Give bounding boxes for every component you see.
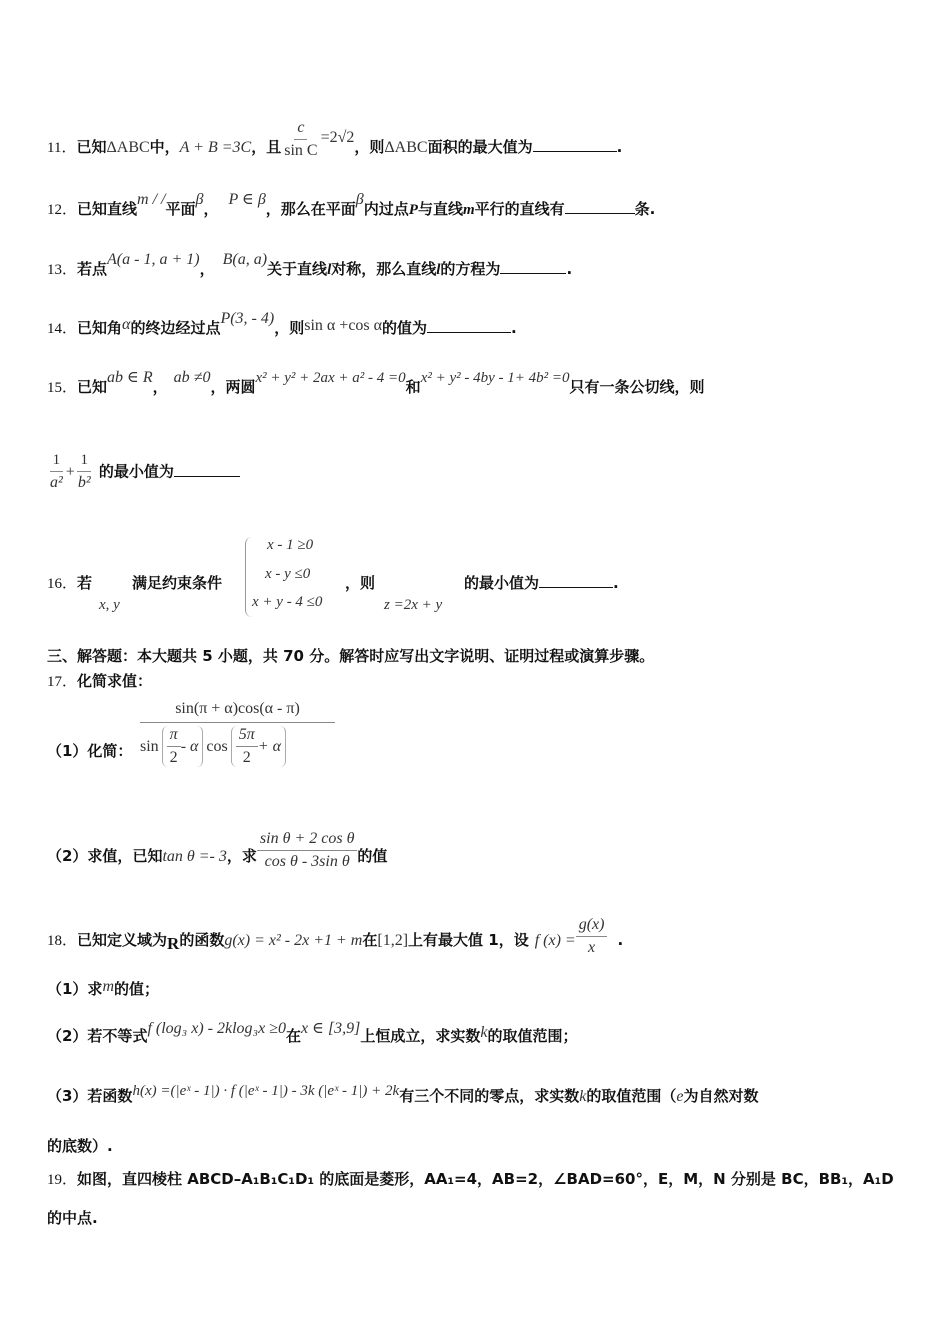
text: 上恒成立，求实数 xyxy=(360,1027,481,1045)
real-numbers-symbol: R xyxy=(167,934,180,953)
text: 平面 xyxy=(165,200,196,218)
text: 的值 xyxy=(357,847,388,865)
denominator: 2 xyxy=(169,749,178,766)
question-13 xyxy=(47,251,573,279)
answer-blank xyxy=(500,259,566,274)
fraction xyxy=(576,916,608,957)
text: （2）若不等式 xyxy=(47,1027,148,1045)
math-variable: l xyxy=(327,262,332,278)
numerator: c xyxy=(294,119,307,140)
math-variable: l xyxy=(436,262,441,278)
period: . xyxy=(511,319,517,337)
sin: sin xyxy=(140,737,159,755)
text: 的函数 xyxy=(179,931,225,949)
numerator: 1 xyxy=(77,452,91,472)
denominator: 2 xyxy=(242,749,251,766)
paren-group xyxy=(162,726,204,767)
text: 的值； xyxy=(114,980,160,998)
question-17-part-1-fraction xyxy=(140,700,335,767)
text: 的取值范围（ xyxy=(586,1087,677,1105)
text: ， xyxy=(199,260,215,278)
numerator: 1 xyxy=(50,452,64,472)
text: 在 xyxy=(285,1027,301,1045)
math-expression: P(3, - 4) xyxy=(220,310,275,327)
period: . xyxy=(613,574,619,592)
question-17-title xyxy=(47,670,152,691)
numerator: π xyxy=(167,726,181,747)
question-18 xyxy=(47,916,624,961)
text: 平行的直线有 xyxy=(474,200,565,218)
math-variable: m xyxy=(462,202,475,218)
math-expression: α xyxy=(122,316,131,333)
period: . xyxy=(566,260,573,278)
fraction xyxy=(167,726,181,767)
math-expression: ab ∈ R xyxy=(107,369,153,386)
text: 若点 xyxy=(77,260,108,278)
text: 的取值范围； xyxy=(487,1027,578,1045)
text: 为自然对数 xyxy=(683,1087,759,1105)
math-expression: tan θ =- 3 xyxy=(162,848,227,865)
math-expression: ab ≠0 xyxy=(173,369,211,386)
text: ，则 xyxy=(354,138,385,156)
numerator: sin θ + 2 cos θ xyxy=(257,830,358,851)
question-18-part-3-continued: 的底数）. xyxy=(47,1137,113,1155)
answer-blank xyxy=(539,573,613,588)
math-variable: e xyxy=(676,1088,684,1105)
numerator: 5π xyxy=(236,726,258,747)
text: 面积的最大值为 xyxy=(427,138,533,156)
constraint-3: x + y - 4 ≤0 xyxy=(252,594,323,610)
fraction xyxy=(75,452,94,492)
question-18-part-1 xyxy=(47,978,159,999)
fraction xyxy=(281,119,320,160)
question-17-part-2 xyxy=(47,830,388,877)
math-circle-1: x² + y² + 2ax + a² - 4 =0 xyxy=(255,370,406,386)
question-15 xyxy=(47,369,705,397)
math-variable: m xyxy=(102,978,114,995)
text: 的方程为 xyxy=(440,260,501,278)
answer-blank xyxy=(533,137,617,152)
numerator: g(x) xyxy=(576,916,608,937)
question-number: 13． xyxy=(47,262,78,278)
text: 只有一条公切线，则 xyxy=(569,378,705,396)
text: 的最小值为 xyxy=(98,462,174,481)
question-19-continued: 的中点. xyxy=(47,1209,98,1227)
math-expression: =2√2 xyxy=(320,129,355,146)
math-expression: h(x) =(|eˣ - 1|) · f (|eˣ - 1|) - 3k (|eˣ - 1|) + 2k xyxy=(132,1083,400,1099)
answer-blank xyxy=(174,462,240,477)
question-11 xyxy=(47,119,623,168)
math-variables: x, y xyxy=(99,597,120,613)
question-number: 12． xyxy=(47,202,78,218)
text: 的最小值为 xyxy=(464,574,540,592)
math-expression: x ∈ [3,9] xyxy=(301,1020,361,1037)
question-16-tail xyxy=(464,572,619,593)
text: ，那么在平面 xyxy=(265,200,356,218)
text: ， xyxy=(152,378,168,396)
denominator: x xyxy=(588,939,596,956)
math-expression: β xyxy=(195,191,204,208)
question-number: 17． xyxy=(47,674,78,690)
text: 化简求值： xyxy=(77,672,153,690)
question-14 xyxy=(47,310,517,338)
question-number: 11． xyxy=(47,140,77,156)
math-interval: [1,2] xyxy=(377,932,409,949)
text: 与直线 xyxy=(417,200,463,218)
text: 关于直线 xyxy=(267,260,328,278)
numerator: sin(π + α)cos(α - π) xyxy=(140,700,335,723)
text: 已知直线 xyxy=(77,200,138,218)
answer-blank xyxy=(565,199,635,214)
text: + α xyxy=(257,737,281,755)
question-number: 18． xyxy=(47,933,78,949)
objective-function: z =2x + y xyxy=(384,597,443,613)
denominator: b² xyxy=(77,474,91,491)
question-17-part-1-label: （1）化简： xyxy=(47,742,133,760)
math-variable: k xyxy=(579,1088,587,1105)
text: 条. xyxy=(634,200,656,218)
math-variable: k xyxy=(480,1024,488,1041)
text: 对称，那么直线 xyxy=(331,260,437,278)
math-expression: g(x) = x² - 2x +1 + m xyxy=(224,932,363,949)
text: 若 xyxy=(77,574,93,592)
math-expression: f (log₃ x) - 2klog₃x ≥0 xyxy=(147,1020,286,1037)
text: 已知定义域为 xyxy=(77,931,168,949)
math-expression: m / / xyxy=(137,191,166,208)
question-19 xyxy=(47,1168,894,1189)
denominator: a² xyxy=(50,474,63,491)
fraction xyxy=(47,452,66,492)
text: ，则 xyxy=(274,319,305,337)
text: ，且 xyxy=(251,138,282,156)
constraint-2: x - y ≤0 xyxy=(265,566,311,582)
plus: + xyxy=(65,463,75,481)
text: 在 xyxy=(362,931,378,949)
text: ， xyxy=(203,200,219,218)
question-number: 16． xyxy=(47,576,78,592)
math-expression: f (x) = xyxy=(534,932,576,949)
text: 的终边经过点 xyxy=(130,319,221,337)
math-triangle: ΔABC xyxy=(106,139,150,156)
denominator: cos θ - 3sin θ xyxy=(264,853,350,870)
fraction xyxy=(236,726,258,767)
text: 中， xyxy=(149,138,180,156)
question-18-part-3 xyxy=(47,1085,758,1106)
answer-blank xyxy=(427,318,511,333)
denominator xyxy=(140,723,335,767)
period: . xyxy=(617,931,624,949)
question-number: 15． xyxy=(47,380,78,396)
text: 已知 xyxy=(76,138,107,156)
text: 内过点 xyxy=(363,200,409,218)
text: ，两圆 xyxy=(210,378,256,396)
math-circle-2: x² + y² - 4by - 1+ 4b² =0 xyxy=(420,370,570,386)
math-expression: B(a, a) xyxy=(222,251,268,268)
text: （2）求值，已知 xyxy=(47,847,163,865)
text: - α xyxy=(180,737,199,755)
text: 的值为 xyxy=(382,319,428,337)
question-16-main xyxy=(47,572,222,593)
question-15-continued xyxy=(47,452,240,492)
text: 满足约束条件 xyxy=(132,574,223,592)
question-12 xyxy=(47,191,656,219)
math-expression: sin α +cos α xyxy=(304,317,383,334)
text: （1）求 xyxy=(47,980,103,998)
text: 如图，直四棱柱 ABCD–A₁B₁C₁D₁ 的底面是菱形，AA₁=4，AB=2，∠BAD=60°，E，M，N 分别是 BC，BB₁，A₁D xyxy=(77,1170,894,1188)
math-expression: β xyxy=(355,191,364,208)
math-variable: P xyxy=(408,202,418,218)
text: ，则 xyxy=(345,574,376,592)
brace xyxy=(245,537,252,617)
fraction xyxy=(257,830,358,871)
text: 和 xyxy=(405,378,421,396)
question-number: 19． xyxy=(47,1172,78,1188)
section-heading: 三、解答题：本大题共 5 小题，共 70 分。解答时应写出文字说明、证明过程或演算步骤。 xyxy=(47,647,655,665)
question-number: 14． xyxy=(47,321,78,337)
denominator: sin C xyxy=(284,142,318,159)
text: 已知 xyxy=(77,378,108,396)
constraint-1: x - 1 ≥0 xyxy=(267,537,314,553)
math-expression: A(a - 1, a + 1) xyxy=(107,251,200,268)
text: 上有最大值 1，设 xyxy=(408,931,529,949)
text: 已知角 xyxy=(77,319,123,337)
text: ，求 xyxy=(226,847,257,865)
text: （3）若函数 xyxy=(47,1087,133,1105)
cos: cos xyxy=(206,737,228,755)
math-triangle: ΔABC xyxy=(384,139,428,156)
math-expression: A + B =3C xyxy=(179,139,252,156)
math-expression: P ∈ β xyxy=(228,191,266,208)
text: 有三个不同的零点，求实数 xyxy=(399,1087,580,1105)
paren-group xyxy=(231,726,286,767)
question-18-part-2 xyxy=(47,1020,578,1046)
period: . xyxy=(616,138,623,156)
